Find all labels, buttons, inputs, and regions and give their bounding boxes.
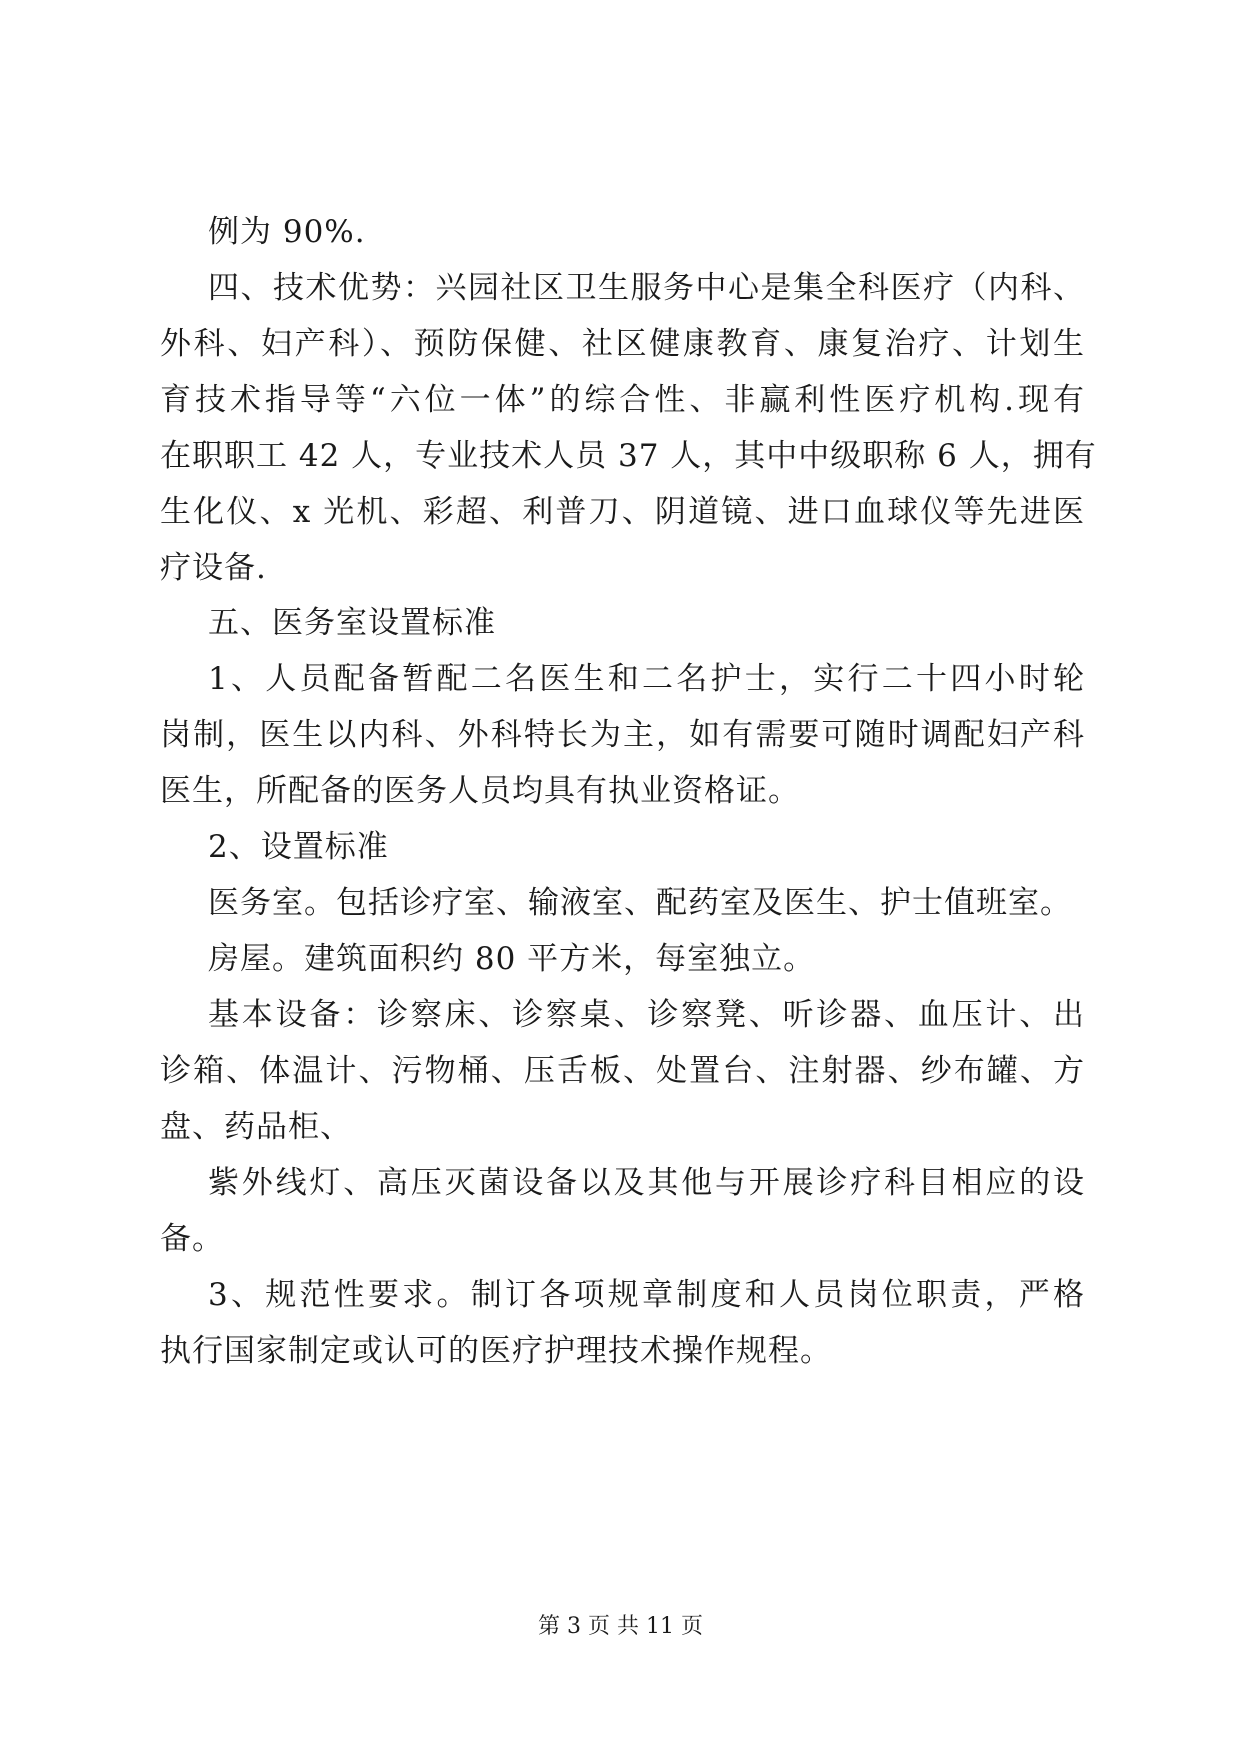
paragraph-line: 疗设备. (160, 550, 267, 586)
paragraph-line: 医务室。包括诊疗室、输液室、配药室及医生、护士值班室。 (208, 885, 1072, 921)
subsection-heading: 2、设置标准 (208, 829, 389, 865)
paragraph-line: 诊箱、体温计、污物桶、压舌板、处置台、注射器、纱布罐、方 (160, 1053, 1085, 1089)
paragraph-line: 1、人员配备暂配二名医生和二名护士，实行二十四小时轮 (208, 661, 1085, 697)
paragraph-line: 在职职工 42 人，专业技术人员 37 人，其中中级职称 6 人，拥有 (160, 438, 1097, 474)
paragraph-line: 外科、妇产科）、预防保健、社区健康教育、康复治疗、计划生 (160, 326, 1085, 362)
paragraph-line: 执行国家制定或认可的医疗护理技术操作规程。 (160, 1333, 832, 1369)
paragraph-line: 岗制，医生以内科、外科特长为主，如有需要可随时调配妇产科 (160, 717, 1085, 753)
paragraph-line: 盘、药品柜、 (160, 1109, 352, 1145)
section-heading: 五、医务室设置标准 (208, 605, 496, 641)
paragraph-line: 四、技术优势：兴园社区卫生服务中心是集全科医疗（内科、 (208, 270, 1085, 306)
paragraph-line: 备。 (160, 1221, 224, 1257)
paragraph-line: 基本设备：诊察床、诊察桌、诊察凳、听诊器、血压计、出 (208, 997, 1085, 1033)
paragraph-line: 3、规范性要求。制订各项规章制度和人员岗位职责，严格 (208, 1277, 1085, 1313)
paragraph-line: 例为 90%. (208, 214, 366, 250)
paragraph-line: 育技术指导等“六位一体”的综合性、非赢利性医疗机构.现有 (160, 382, 1085, 418)
paragraph-line: 生化仪、x 光机、彩超、利普刀、阴道镜、进口血球仪等先进医 (160, 494, 1085, 530)
page-footer: 第 3 页 共 11 页 (538, 1614, 703, 1639)
paragraph-line: 房屋。建筑面积约 80 平方米，每室独立。 (208, 941, 816, 977)
paragraph-line: 医生，所配备的医务人员均具有执业资格证。 (160, 773, 800, 809)
paragraph-line: 紫外线灯、高压灭菌设备以及其他与开展诊疗科目相应的设 (208, 1165, 1085, 1201)
